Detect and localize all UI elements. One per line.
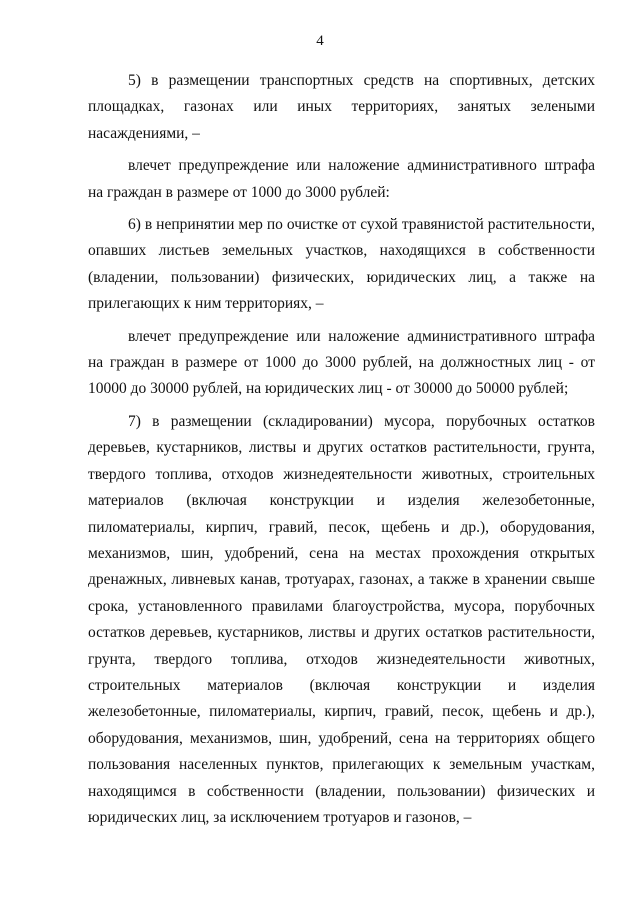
paragraph-item-5: 5) в размещении транспортных средств на спортивных, детских площадках, газонах или иных территориях, занятых зелеными насаждениями, – (88, 72, 595, 142)
paragraph-penalty-6: влечет предупреждение или наложение административного штрафа на граждан в размере от 1000 до 3000 рублей, на должностных лиц - от 10000 до 30000 рублей, на юридических лиц - от 30000 до 50000 рублей; (88, 327, 595, 398)
paragraph-penalty-5: влечет предупреждение или наложение административного штрафа на граждан в размере от 1000 до 3000 рублей: (88, 157, 595, 201)
paragraph-item-6: 6) в непринятии мер по очистке от сухой травянистой растительности, опавших листьев земельных участков, находящихся в собственности (владении, пользовании) физических, юридических лиц, а также на прилегающих к ним территориях, – (88, 216, 595, 313)
paragraph-item-7: 7) в размещении (складировании) мусора, порубочных остатков деревьев, кустарников, листвы и других остатков растительности, грунта, твердого топлива, отходов жизнедеятельности животных, строительных материалов (включая конструкции и изделия железобетонные, пиломатериалы, кирпич, гравий, песок, щебень и др.), оборудования, механизмов, шин, удобрений, сена на местах прохождения открытых дренажных, ливневых канав, тротуарах, газонах, а также в хранении свыше срока, установленного правилами благоустройства, мусора, порубочных остатков деревьев, кустарников, листвы и других остатков растительности, грунта, твердого топлива, отходов жизнедеятельности животных, строительных материалов (включая конструкции и изделия железобетонные, пиломатериалы, кирпич, гравий, песок, щебень и др.), оборудования, механизмов, шин, удобрений, сена на территориях общего пользования населенных пунктов, прилегающих к земельным участкам, находящимся в собственности (владении, пользовании) физических и юридических лиц, за исключением тротуаров и газонов, – (88, 412, 595, 826)
page-number: 4 (316, 33, 324, 49)
document-body (88, 68, 595, 831)
